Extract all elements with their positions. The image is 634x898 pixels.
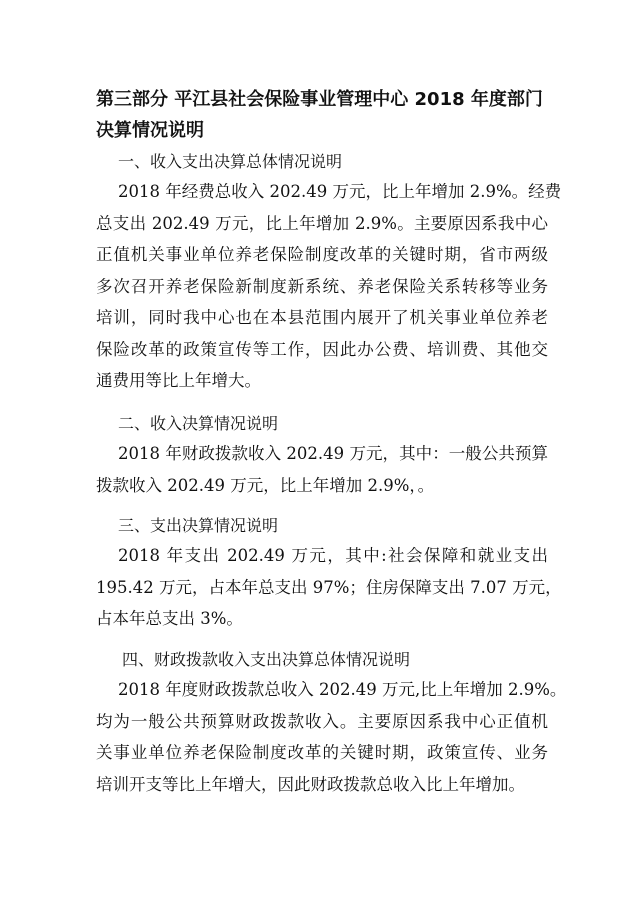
section-paragraph-2 <box>96 438 548 501</box>
section-paragraph-1 <box>96 176 562 397</box>
section-paragraph-4 <box>96 674 567 800</box>
paragraph-line: 2018 年支出 202.49 万元，其中:社会保障和就业支出 <box>118 546 548 565</box>
paragraph-line: 195.42 万元，占本年总支出 97%；住房保障支出 7.07 万元， <box>96 577 562 597</box>
section-heading-2: 二、收入决算情况说明 <box>118 414 279 433</box>
paragraph-line: 通费用等比上年增大。 <box>96 371 261 390</box>
paragraph-line: 占本年总支出 3%。 <box>96 609 243 628</box>
paragraph-line: 培训开支等比上年增大，因此财政拨款总收入比上年增加。 <box>96 774 525 794</box>
document-title: 第三部分 平江县社会保险事业管理中心 2018 年度部门决算情况说明 <box>96 89 543 141</box>
paragraph-line: 均为一般公共预算财政拨款收入。主要原因系我中心正值机 <box>96 711 548 731</box>
paragraph-line: 总支出 202.49 万元，比上年增加 2.9%。主要原因系我中心 <box>96 213 548 233</box>
paragraph-line: 保险改革的政策宣传等工作，因此办公费、培训费、其他交 <box>96 339 548 359</box>
paragraph-line: 关事业单位养老保险制度改革的关键时期，政策宣传、业务 <box>96 743 548 762</box>
section-heading-1: 一、收入支出决算总体情况说明 <box>118 152 343 171</box>
paragraph-line: 培训，同时我中心也在本县范围内展开了机关事业单位养老 <box>96 308 548 327</box>
paragraph-line: 拨款收入 202.49 万元，比上年增加 2.9%，。 <box>96 475 435 495</box>
paragraph-line: 多次召开养老保险新制度新系统、养老保险关系转移等业务 <box>96 276 548 296</box>
paragraph-line: 2018 年经费总收入 202.49 万元，比上年增加 2.9%。经费 <box>118 182 562 201</box>
paragraph-line: 2018 年财政拨款收入 202.49 万元，其中：一般公共预算 <box>118 444 548 463</box>
section-heading-3: 三、支出决算情况说明 <box>118 516 279 535</box>
section-heading-4: 四、财政拨款收入支出决算总体情况说明 <box>122 650 411 669</box>
section-paragraph-3 <box>96 540 562 635</box>
paragraph-line: 2018 年度财政拨款总收入 202.49 万元,比上年增加 2.9%。 <box>118 680 567 699</box>
paragraph-line: 正值机关事业单位养老保险制度改革的关键时期，省市两级 <box>96 245 548 264</box>
